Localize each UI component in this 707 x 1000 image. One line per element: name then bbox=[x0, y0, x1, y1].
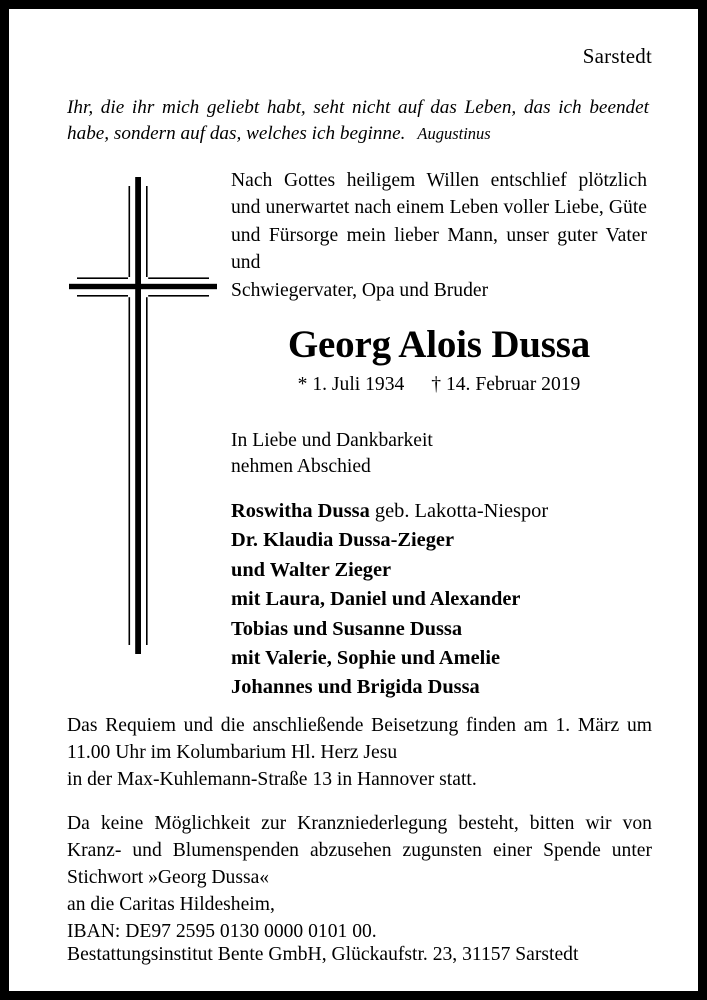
donation-info-paragraph bbox=[67, 810, 652, 946]
service-info-paragraph bbox=[67, 712, 652, 794]
service-line-3: in der Max-Kuhlemann-Straße 13 in Hannover statt. bbox=[67, 769, 477, 791]
mourners-list bbox=[231, 497, 647, 703]
donation-line-4: an die Caritas Hildesheim, bbox=[67, 894, 275, 916]
list-item bbox=[231, 673, 647, 702]
lead-line-4: mein lieber Mann, unser guter Vater und bbox=[231, 224, 647, 274]
death-date: 14. Februar 2019 bbox=[445, 374, 581, 396]
death-symbol: † bbox=[431, 374, 442, 396]
lead-line-5: Schwiegervater, Opa und Bruder bbox=[231, 279, 489, 301]
list-item bbox=[231, 585, 647, 614]
mourner-name: mit Valerie, Sophie und Amelie bbox=[231, 647, 501, 670]
list-item bbox=[231, 556, 647, 585]
main-column bbox=[231, 167, 647, 703]
mourner-name: Johannes und Brigida Dussa bbox=[231, 676, 480, 699]
list-item bbox=[231, 497, 647, 526]
deceased-name: Georg Alois Dussa bbox=[287, 323, 591, 367]
birth-date: 1. Juli 1934 bbox=[312, 374, 405, 396]
cross-icon bbox=[67, 169, 219, 654]
service-line-1: Das Requiem und die anschließende Beisetzung finden bbox=[67, 715, 517, 736]
lead-paragraph bbox=[231, 167, 647, 304]
birth-symbol: * bbox=[297, 374, 308, 396]
obituary-page bbox=[9, 9, 698, 991]
lead-line-1: Nach Gottes heiligem Willen entschlief bbox=[231, 170, 567, 191]
epigraph bbox=[67, 95, 649, 147]
life-dates bbox=[231, 374, 647, 396]
lead-line-3: Leben voller Liebe, Güte und Fürsorge bbox=[231, 197, 647, 246]
mourner-name: mit Laura, Daniel und Alexander bbox=[231, 588, 521, 611]
mourner-name: und Walter Zieger bbox=[231, 558, 392, 581]
farewell-line-1: In Liebe und Dankbarkeit bbox=[231, 430, 433, 452]
list-item bbox=[231, 644, 647, 673]
place-label: Sarstedt bbox=[582, 44, 652, 68]
footer-block bbox=[67, 712, 652, 946]
epigraph-line-2: beendet habe, sondern auf das, welches ich beginne. bbox=[67, 97, 649, 144]
undertaker-line: Bestattungsinstitut Bente GmbH, Glückaufstr. 23, 31157 Sarstedt bbox=[67, 944, 579, 965]
mourner-name: Dr. Klaudia Dussa-Zieger bbox=[231, 529, 454, 552]
mourner-name: Tobias und Susanne Dussa bbox=[231, 617, 463, 640]
lead-line-2: plötzlich und unerwartet nach einem bbox=[231, 170, 647, 219]
epigraph-attribution: Augustinus bbox=[417, 124, 491, 143]
epigraph-line-1: Ihr, die ihr mich geliebt habt, seht nicht auf das Leben, das ich bbox=[67, 97, 582, 118]
donation-line-2: bitten wir von Kranz- und Blumenspenden abzusehen bbox=[67, 812, 652, 861]
farewell-text bbox=[231, 428, 647, 479]
farewell-line-2: nehmen Abschied bbox=[231, 455, 371, 477]
list-item bbox=[231, 615, 647, 644]
cross-icon-svg bbox=[67, 169, 219, 654]
mourner-suffix: geb. Lakotta-Niespor bbox=[369, 500, 549, 523]
donation-line-1: Da keine Möglichkeit zur Kranzniederlegung besteht, bbox=[67, 812, 519, 834]
donation-line-3: zugunsten einer Spende unter Stichwort »Georg Dussa« bbox=[67, 839, 652, 889]
service-line-2: am 1. März um 11.00 Uhr im Kolumbarium Hl. Herz Jesu bbox=[67, 715, 652, 764]
list-item bbox=[231, 526, 647, 555]
mourner-name: Roswitha Dussa bbox=[231, 500, 370, 523]
donation-line-5-iban: IBAN: DE97 2595 0130 0000 0101 00. bbox=[67, 921, 377, 943]
